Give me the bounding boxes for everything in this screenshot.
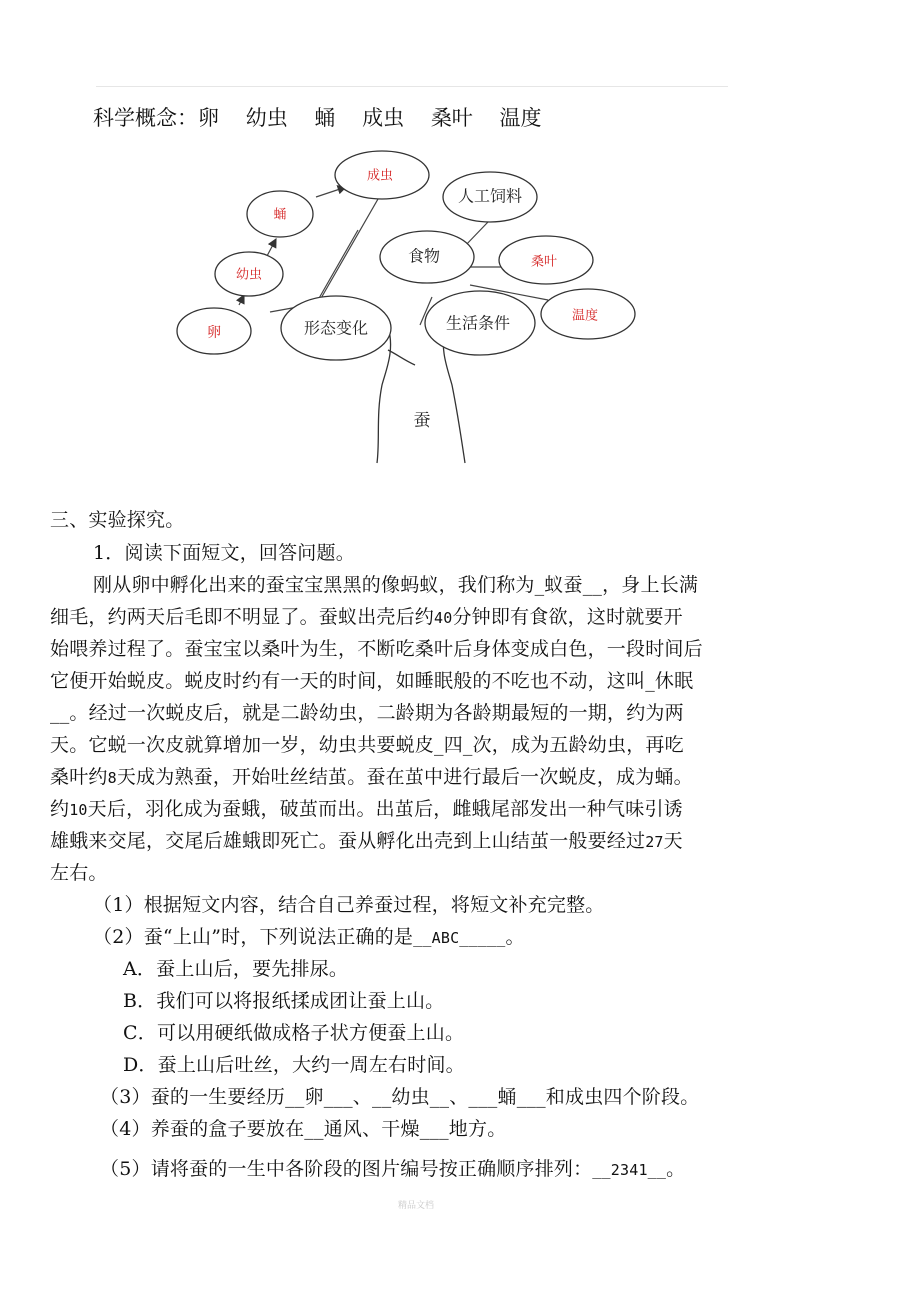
label-larva: 幼虫 [235,267,263,283]
concept-adult: 成虫 [362,106,405,130]
passage-line-4: 它便开始蜕皮。蜕皮时约有一天的时间，如睡眠般的不吃也不动，这叫_休眠 [50,670,694,692]
concept-egg: 卵 [198,106,219,130]
passage-line-9: 雄蛾来交尾，交尾后雄蛾即死亡。蚕从孵化出壳到上山结茧一般要经过27天 [50,830,683,852]
concept-mulberry: 桑叶 [430,106,473,130]
passage-line-2: 细毛，约两天后毛即不明显了。蚕蚁出壳后约40分钟即有食欲，这时就要开 [50,606,683,628]
passage-line-3: 始喂养过程了。蚕宝宝以桑叶为生，不断吃桑叶后身体变成白色，一段时间后 [50,638,703,660]
question-1-1: （1）根据短文内容，结合自己养蚕过程，将短文补充完整。 [93,894,605,916]
top-divider [96,86,728,87]
concepts-label: 科学概念： [93,106,198,130]
label-silkworm-trunk: 蚕 [413,411,431,431]
footer-watermark: 精品文档 [398,1201,435,1211]
concept-larva: 幼虫 [245,106,288,130]
label-morph: 形态变化 [303,318,369,338]
option-b: B．我们可以将报纸揉成团让蚕上山。 [123,990,445,1012]
question-1-title: 1．阅读下面短文，回答问题。 [93,542,355,564]
science-concepts [93,102,542,132]
label-temperature: 温度 [571,308,599,324]
section-title: 三、实验探究。 [50,509,185,531]
concept-pupa: 蛹 [314,106,336,130]
question-1-5: （5）请将蚕的一生中各阶段的图片编号按正确顺序排列：__2341__。 [100,1158,686,1180]
label-adult: 成虫 [366,168,394,184]
question-1-3: （3）蚕的一生要经历__卵___、__幼虫__、___蛹___和成虫四个阶段。 [100,1086,700,1108]
label-pupa: 蛹 [273,207,287,223]
concept-tree-diagram [170,145,650,470]
label-artificial-feed: 人工饲料 [457,186,523,206]
label-food: 食物 [407,246,441,266]
concept-temperature: 温度 [499,106,542,130]
passage-line-8: 约10天后，羽化成为蚕蛾，破茧而出。出茧后，雌蛾尾部发出一种气味引诱 [50,798,683,820]
passage-line-1: 刚从卵中孵化出来的蚕宝宝黑黑的像蚂蚁，我们称为_蚁蚕__，身上长满 [93,574,699,596]
label-living: 生活条件 [445,313,511,333]
question-1-2: （2）蚕“上山”时，下列说法正确的是__ABC_____。 [93,926,525,948]
option-d: D．蚕上山后吐丝，大约一周左右时间。 [123,1054,465,1076]
passage-line-10: 左右。 [50,862,108,884]
label-egg: 卵 [207,325,221,341]
label-mulberry: 桑叶 [530,254,558,270]
option-a: A．蚕上山后，要先排尿。 [123,958,349,980]
passage-line-5: __。经过一次蜕皮后，就是二龄幼虫，二龄期为各龄期最短的一期，约为两 [50,702,684,724]
passage-line-6: 天。它蜕一次皮就算增加一岁，幼虫共要蜕皮_四_次，成为五龄幼虫，再吃 [50,734,684,756]
answer-order: __2341__ [592,1161,667,1179]
question-1-4: （4）养蚕的盒子要放在__通风、干燥___地方。 [100,1118,507,1140]
option-c: C．可以用硬纸做成格子状方便蚕上山。 [123,1022,465,1044]
passage-line-7: 桑叶约8天成为熟蚕，开始吐丝结茧。蚕在茧中进行最后一次蜕皮，成为蛹。 [50,766,693,788]
answer-abc: __ABC_____ [413,929,506,947]
